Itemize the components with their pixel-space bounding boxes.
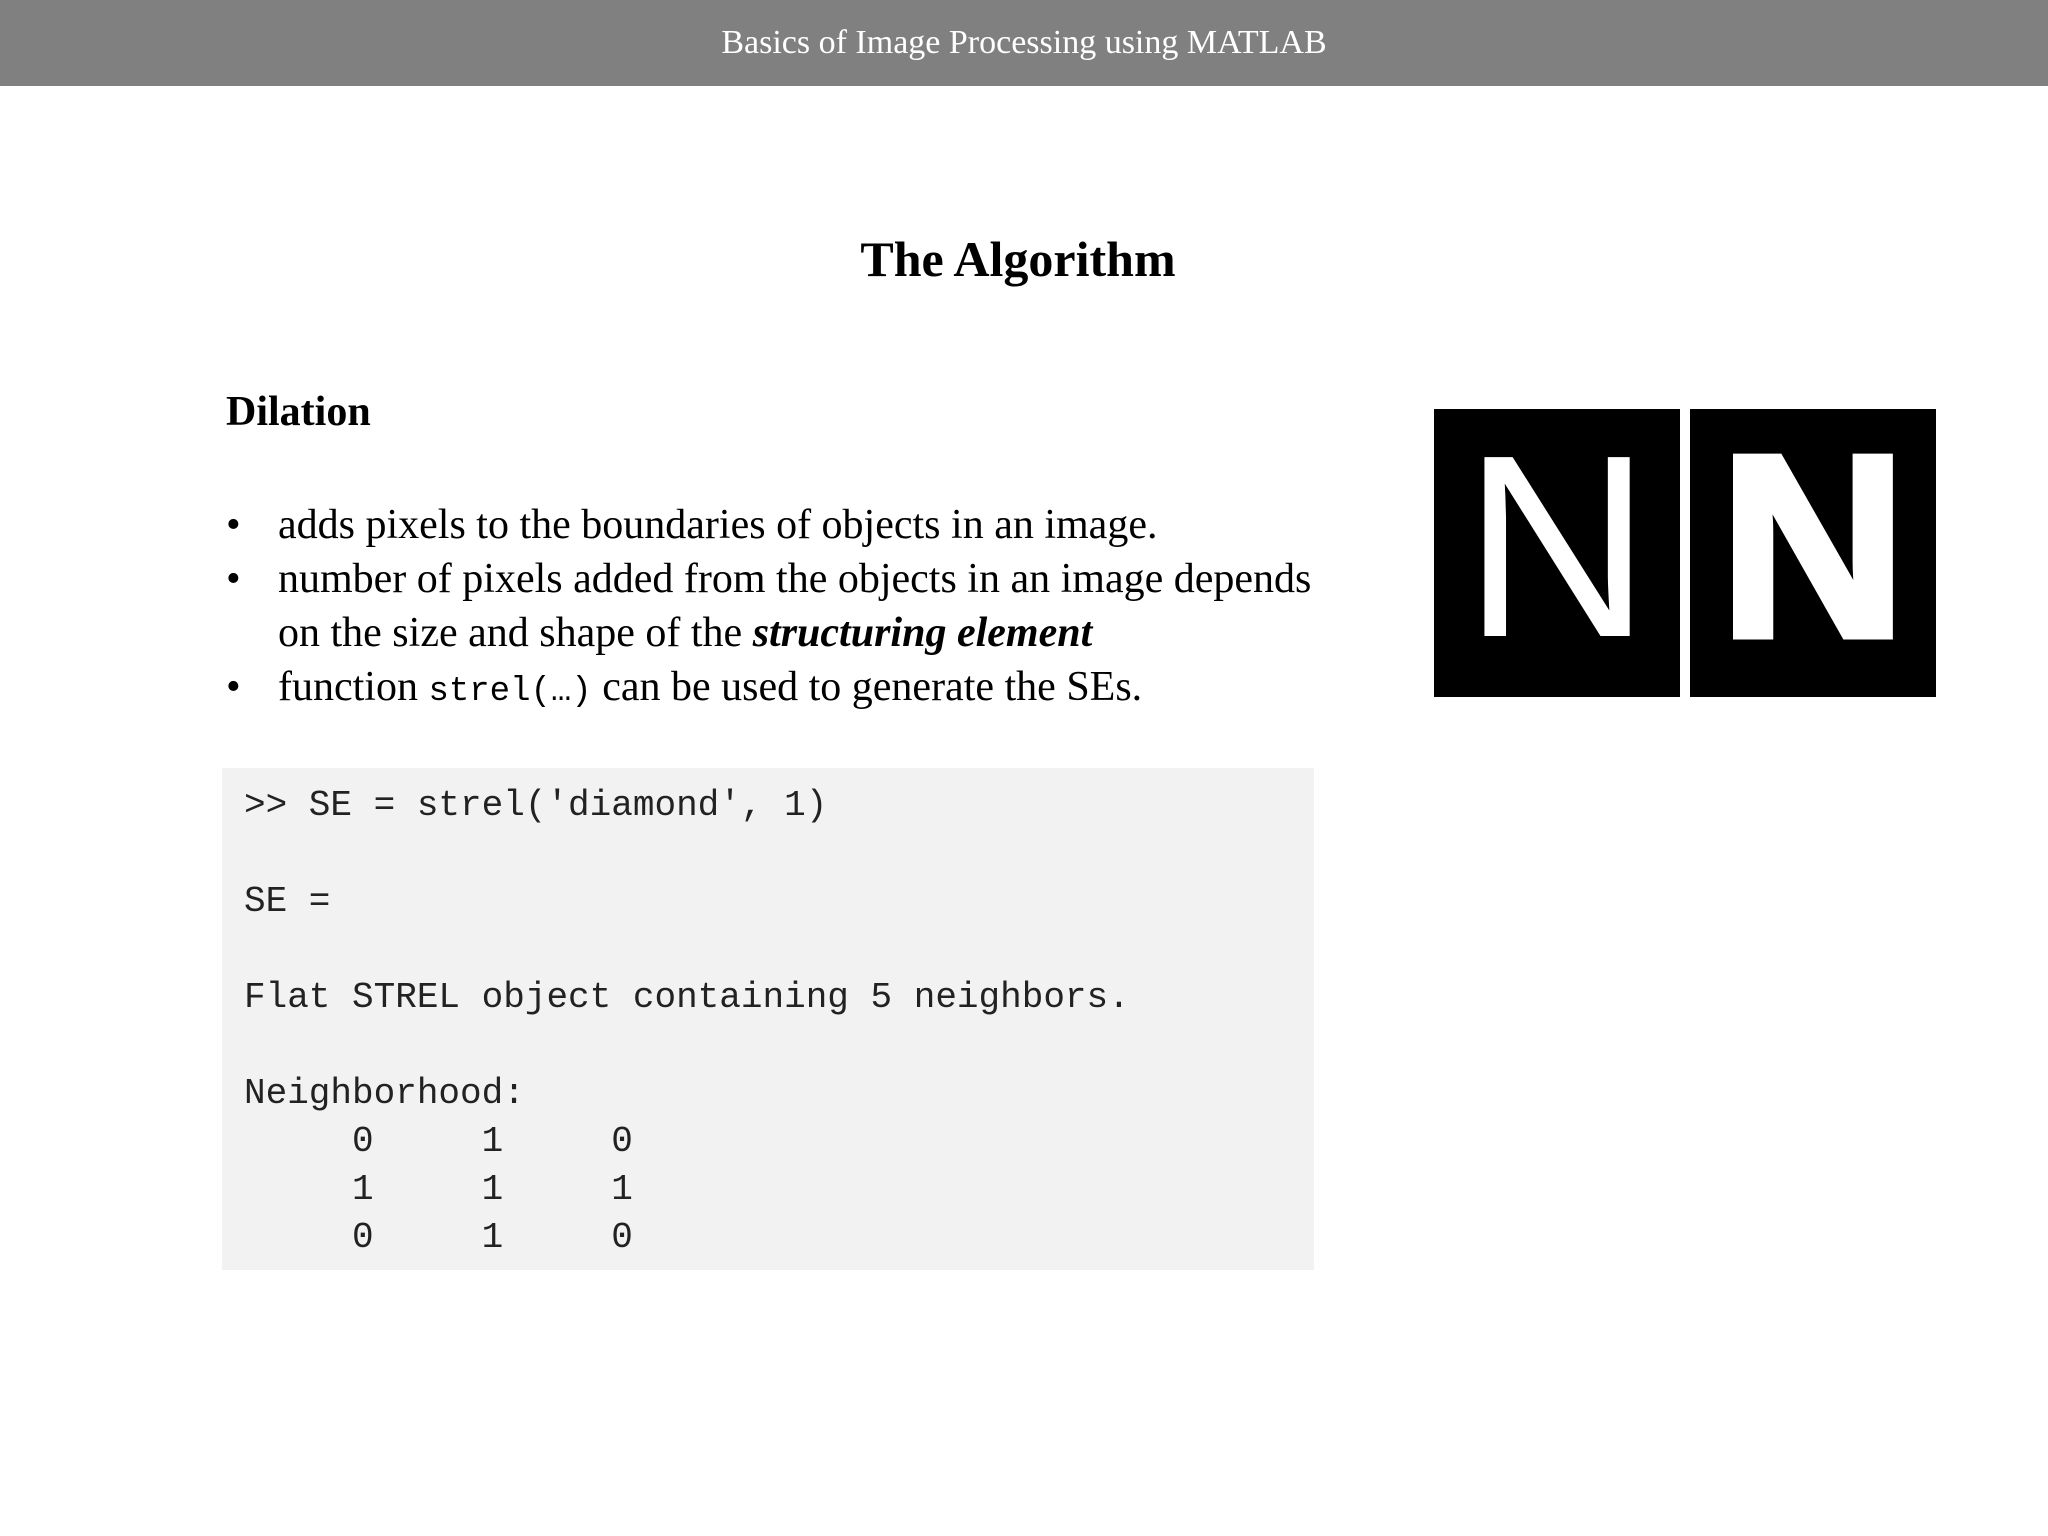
bullet-item [226,660,1356,719]
bullet-dot: • [226,664,241,710]
dilated-letter: N [1719,409,1907,692]
header-bar [0,0,2048,86]
slide-title: The Algorithm [860,231,1176,287]
bullet-dot: • [226,556,241,602]
original-image [1434,409,1680,697]
code-panel [222,768,1314,1270]
original-letter-svg [1434,409,1680,697]
dilated-image [1690,409,1936,697]
inline-code: strel(…) [428,673,592,711]
bullet-text: number of pixels added from the objects in an image depends on the size and shape of the [278,556,1312,656]
bullet-list [226,498,1356,719]
bullet-text: can be used to generate the SEs. [591,664,1143,710]
header-title: Basics of Image Processing using MATLAB [721,24,1327,61]
code-text: >> SE = strel('diamond', 1) SE = Flat STREL object containing 5 neighbors. Neighborhood: 0 1 0 1 1 1 0 1 0 [244,785,1130,1258]
section-heading: Dilation [226,389,371,435]
bullet-item [226,498,1356,552]
bullet-text: function [278,664,429,710]
bullet-dot: • [226,502,241,548]
dilated-letter-svg [1690,409,1936,697]
bullet-text: adds pixels to the boundaries of objects in an image. [278,502,1158,548]
bullet-emphasis: structuring element [752,610,1093,656]
bullet-item [226,552,1356,660]
original-letter: N [1463,409,1651,692]
